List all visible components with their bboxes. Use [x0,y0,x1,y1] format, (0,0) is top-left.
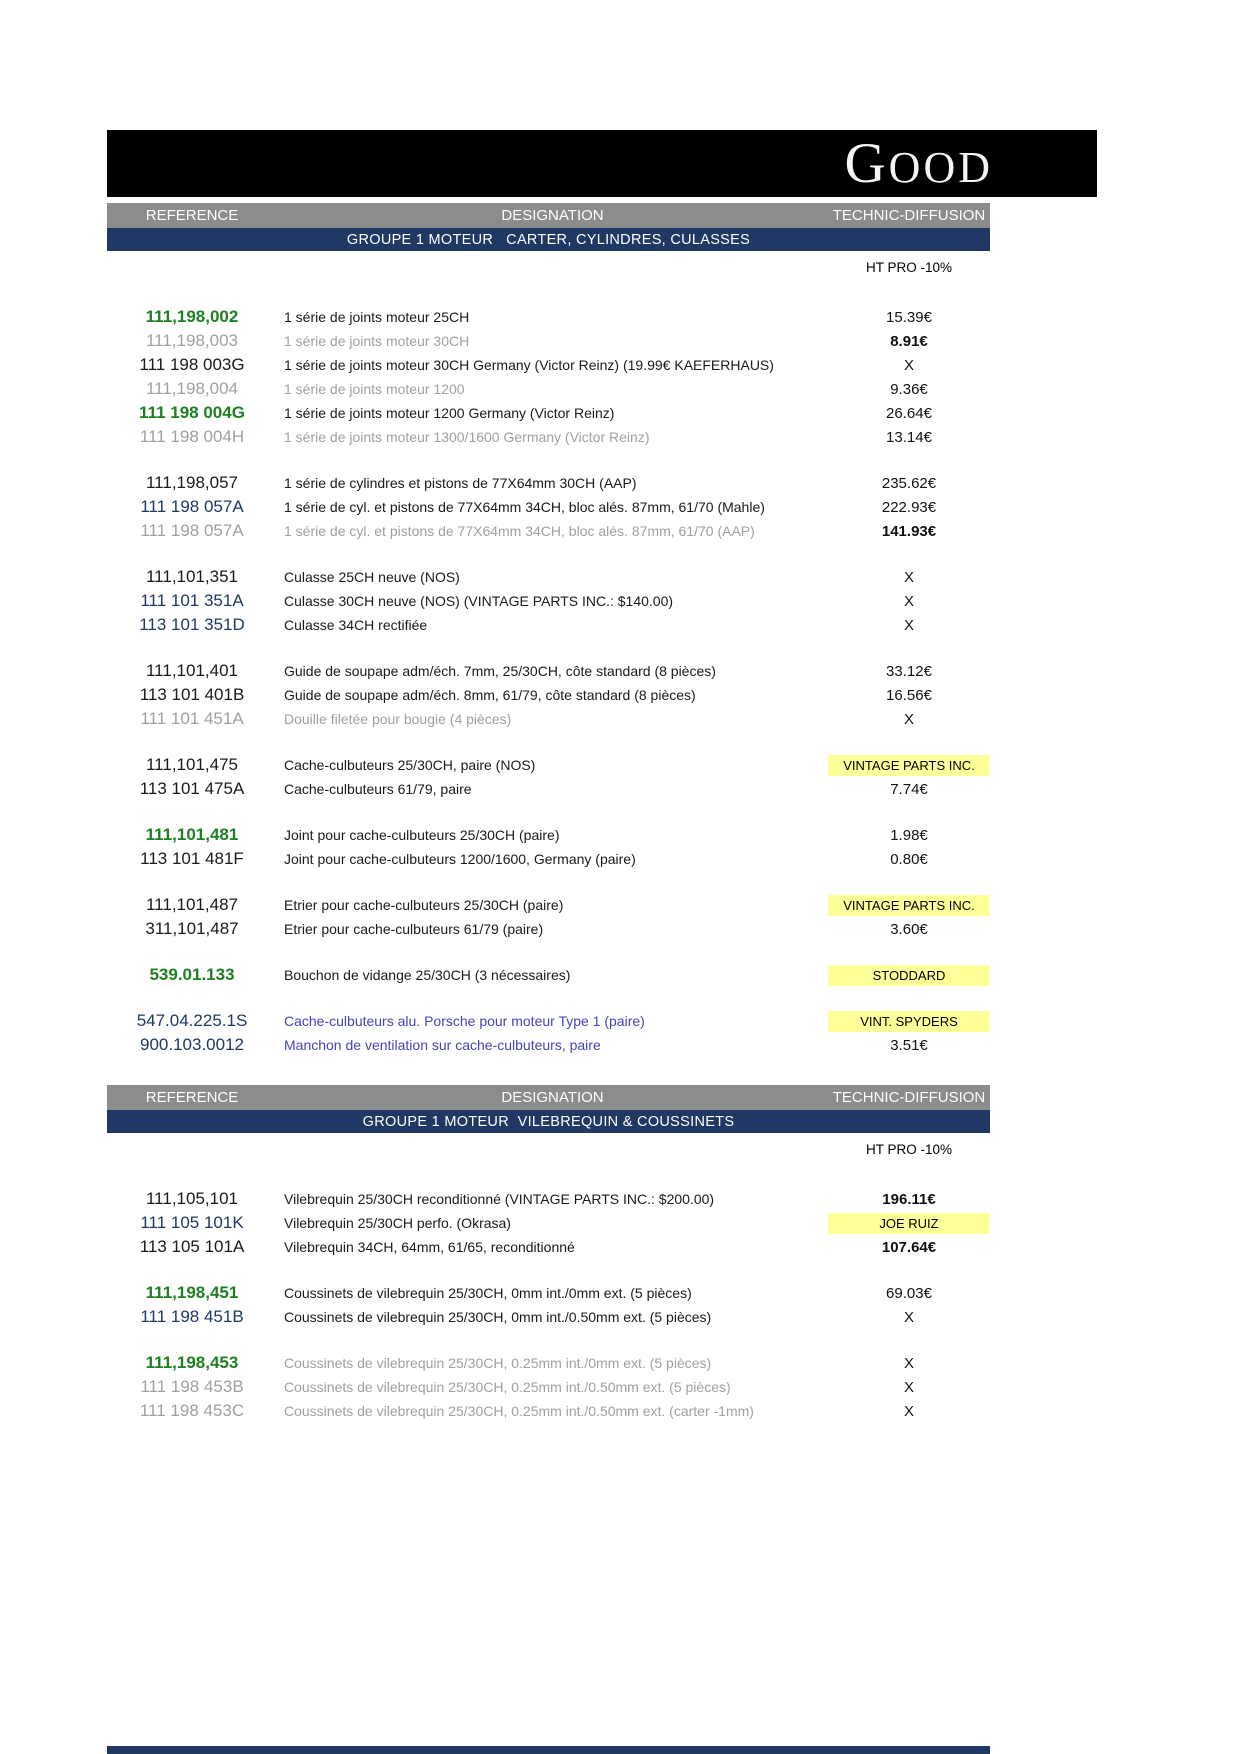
unavailable-marker: X [903,356,914,374]
unavailable-marker: X [903,592,914,610]
reference-cell: 539.01.133 [149,965,235,984]
price-text: 13.14€ [886,428,932,446]
price-cell [828,499,990,516]
column-header-supplier: TECHNIC-DIFFUSION [832,207,986,224]
unavailable-cell [828,1379,990,1396]
table-row [107,683,990,707]
row-group [107,963,990,987]
reference-cell: 111,198,451 [145,1283,239,1302]
supplier-badge: VINTAGE PARTS INC. [828,895,990,916]
price-cell [828,381,990,398]
reference-cell: 111 198 451B [140,1307,244,1326]
table-row [107,1375,990,1399]
reference-cell: 111,198,002 [145,307,239,326]
table-row [107,963,990,987]
pricing-note-row [107,1142,990,1157]
row-group [107,659,990,731]
designation-cell: 1 série de cylindres et pistons de 77X64mm 30CH (AAP) [284,475,637,491]
designation-cell: 1 série de joints moteur 30CH Germany (Victor Reinz) (19.99€ KAEFERHAUS) [284,357,774,373]
unavailable-marker: X [903,616,914,634]
table-row [107,519,990,543]
table-row [107,329,990,353]
column-header-designation: DESIGNATION [501,1089,604,1106]
designation-cell: Joint pour cache-culbuteurs 1200/1600, Germany (paire) [284,851,636,867]
reference-cell: 111,198,057 [145,473,238,492]
supplier-badge: STODDARD [828,965,990,986]
group-title-band: GROUPE 1 MOTEUR CARTER, CYLINDRES, CULASSES [107,228,990,251]
brand-rest: OOD [888,143,993,192]
table-row [107,353,990,377]
table-row [107,823,990,847]
table-row [107,589,990,613]
price-cell [828,1285,990,1302]
designation-cell: Coussinets de vilebrequin 25/30CH, 0.25mm int./0mm ext. (5 pièces) [284,1355,712,1371]
table-row [107,471,990,495]
table-row [107,495,990,519]
reference-cell: 900.103.0012 [140,1035,244,1054]
price-text: 107.64€ [881,1238,937,1256]
unavailable-cell [828,593,990,610]
designation-cell: 1 série de joints moteur 1200 Germany (Victor Reinz) [284,405,615,421]
price-text: 26.64€ [886,404,932,422]
row-group [107,753,990,801]
designation-cell: Cache-culbuteurs alu. Porsche pour moteur Type 1 (paire) [284,1013,645,1029]
designation-cell: Joint pour cache-culbuteurs 25/30CH (paire) [284,827,560,843]
price-text: 8.91€ [890,332,928,350]
designation-cell: Cache-culbuteurs 25/30CH, paire (NOS) [284,757,536,773]
supplier-badge: JOE RUIZ [828,1213,990,1234]
group-title-band: GROUPE 1 MOTEUR VILEBREQUIN & COUSSINETS [107,1110,990,1133]
table-row [107,777,990,801]
designation-cell: Manchon de ventilation sur cache-culbuteurs, paire [284,1037,601,1053]
designation-cell: Culasse 34CH rectifiée [284,617,428,633]
section-vilebrequin-coussinets [107,1085,990,1423]
table-row [107,613,990,637]
price-cell [828,663,990,680]
table-row [107,659,990,683]
price-cell [828,333,990,350]
designation-cell: Coussinets de vilebrequin 25/30CH, 0.25mm int./0.50mm ext. (5 pièces) [284,1379,731,1395]
reference-cell: 111,101,481 [145,825,239,844]
price-text: 16.56€ [886,686,932,704]
price-text: 15.39€ [886,308,932,326]
pricing-note: HT PRO -10% [865,260,953,275]
table-row [107,1033,990,1057]
designation-cell: Vilebrequin 25/30CH reconditionné (VINTAGE PARTS INC.: $200.00) [284,1191,715,1207]
reference-cell: 111 198 004G [139,403,245,422]
price-cell [828,1191,990,1208]
table-row [107,847,990,871]
catalog-page [107,130,993,1445]
unavailable-cell [828,357,990,374]
row-group [107,1351,990,1423]
row-group [107,1187,990,1259]
unavailable-marker: X [903,568,914,586]
designation-cell: 1 série de joints moteur 25CH [284,309,470,325]
price-cell [828,1239,990,1256]
brand-initial: G [844,132,889,195]
column-header-row [107,1085,990,1110]
designation-cell: Etrier pour cache-culbuteurs 25/30CH (paire) [284,897,564,913]
designation-cell: Douille filetée pour bougie (4 pièces) [284,711,512,727]
reference-cell: 111 105 101K [140,1213,244,1232]
price-cell [828,309,990,326]
table-row [107,1235,990,1259]
table-row [107,401,990,425]
designation-cell: 1 série de joints moteur 1200 [284,381,465,397]
supplier-cell [828,965,990,986]
table-row [107,1009,990,1033]
row-group [107,823,990,871]
price-cell [828,851,990,868]
reference-cell: 113 105 101A [139,1237,245,1256]
row-group [107,1009,990,1057]
table-row [107,565,990,589]
supplier-cell [828,755,990,776]
designation-cell: 1 série de cyl. et pistons de 77X64mm 34CH, bloc alés. 87mm, 61/70 (Mahle) [284,499,765,515]
price-cell [828,523,990,540]
price-cell [828,429,990,446]
unavailable-cell [828,1355,990,1372]
reference-cell: 113 101 401B [139,685,245,704]
price-cell [828,475,990,492]
price-cell [828,781,990,798]
designation-cell: 1 série de joints moteur 30CH [284,333,470,349]
supplier-badge: VINTAGE PARTS INC. [828,755,990,776]
table-row [107,753,990,777]
designation-cell: Bouchon de vidange 25/30CH (3 nécessaires) [284,967,571,983]
supplier-cell [828,895,990,916]
supplier-badge: VINT. SPYDERS [828,1011,990,1032]
column-header-reference: REFERENCE [145,207,239,224]
price-text: 196.11€ [882,1190,936,1208]
reference-cell: 111 198 453C [139,1401,245,1420]
unavailable-cell [828,1403,990,1420]
price-text: 141.93€ [881,522,937,540]
unavailable-cell [828,617,990,634]
unavailable-marker: X [903,1378,914,1396]
bottom-divider-bar [107,1746,990,1754]
unavailable-cell [828,711,990,728]
table-row [107,1211,990,1235]
price-text: 9.36€ [890,380,928,398]
designation-cell: Guide de soupape adm/éch. 7mm, 25/30CH, côte standard (8 pièces) [284,663,716,679]
reference-cell: 113 101 351D [139,615,245,634]
price-text: 1.98€ [890,826,928,844]
reference-cell: 111,198,453 [145,1353,239,1372]
supplier-cell [828,1213,990,1234]
table-row [107,1305,990,1329]
table-row [107,1351,990,1375]
price-cell [828,1037,990,1054]
table-row [107,377,990,401]
price-text: 33.12€ [886,662,932,680]
table-row [107,1281,990,1305]
reference-cell: 111,105,101 [145,1189,238,1208]
price-cell [828,687,990,704]
reference-cell: 111,198,004 [145,379,238,398]
price-text: 7.74€ [890,780,928,798]
designation-cell: Vilebrequin 34CH, 64mm, 61/65, reconditionné [284,1239,575,1255]
designation-cell: 1 série de cyl. et pistons de 77X64mm 34CH, bloc alés. 87mm, 61/70 (AAP) [284,523,755,539]
reference-cell: 111 198 004H [139,427,245,446]
price-text: 235.62€ [881,474,937,492]
reference-cell: 111,101,401 [145,661,238,680]
table-row [107,305,990,329]
table-row [107,1399,990,1423]
designation-cell: Culasse 30CH neuve (NOS) (VINTAGE PARTS INC.: $140.00) [284,593,674,609]
price-cell [828,827,990,844]
unavailable-marker: X [903,1308,914,1326]
designation-cell: 1 série de joints moteur 1300/1600 Germany (Victor Reinz) [284,429,650,445]
price-text: 0.80€ [890,850,928,868]
designation-cell: Guide de soupape adm/éch. 8mm, 61/79, côte standard (8 pièces) [284,687,696,703]
table-row [107,893,990,917]
price-text: 3.51€ [890,1036,928,1054]
designation-cell: Etrier pour cache-culbuteurs 61/79 (paire) [284,921,544,937]
brand-logo-text [844,132,994,195]
price-cell [828,921,990,938]
reference-cell: 113 101 475A [139,779,245,798]
unavailable-marker: X [903,1402,914,1420]
row-group [107,305,990,449]
price-text: 3.60€ [890,920,928,938]
designation-cell: Cache-culbuteurs 61/79, paire [284,781,472,797]
price-text: 69.03€ [886,1284,932,1302]
reference-cell: 111 101 451A [140,709,244,728]
table-row [107,917,990,941]
section-carter-cylindres-culasses [107,203,990,1057]
parts-table-section-1 [107,305,990,1057]
brand-banner [107,130,1097,197]
reference-cell: 111 198 057A [140,521,244,540]
reference-cell: 311,101,487 [145,919,239,938]
pricing-note-row [107,260,990,275]
row-group [107,1281,990,1329]
unavailable-marker: X [903,1354,914,1372]
reference-cell: 111,101,351 [145,567,238,586]
reference-cell: 111 198 453B [140,1377,244,1396]
column-header-reference: REFERENCE [145,1089,239,1106]
reference-cell: 547.04.225.1S [136,1011,248,1030]
designation-cell: Coussinets de vilebrequin 25/30CH, 0.25mm int./0.50mm ext. (carter -1mm) [284,1403,754,1419]
unavailable-cell [828,569,990,586]
reference-cell: 111,101,475 [145,755,238,774]
supplier-cell [828,1011,990,1032]
table-row [107,425,990,449]
reference-cell: 111 101 351A [140,591,244,610]
row-group [107,471,990,543]
price-text: 222.93€ [881,498,937,516]
reference-cell: 113 101 481F [140,849,244,868]
reference-cell: 111 198 057A [140,497,244,516]
table-row [107,707,990,731]
designation-cell: Culasse 25CH neuve (NOS) [284,569,460,585]
reference-cell: 111 198 003G [139,355,245,374]
column-header-row [107,203,990,228]
designation-cell: Vilebrequin 25/30CH perfo. (Okrasa) [284,1215,511,1231]
column-header-supplier: TECHNIC-DIFFUSION [832,1089,986,1106]
unavailable-marker: X [903,710,914,728]
parts-table-section-2 [107,1187,990,1423]
reference-cell: 111,198,003 [145,331,238,350]
designation-cell: Coussinets de vilebrequin 25/30CH, 0mm int./0.50mm ext. (5 pièces) [284,1309,712,1325]
unavailable-cell [828,1309,990,1326]
pricing-note: HT PRO -10% [865,1142,953,1157]
designation-cell: Coussinets de vilebrequin 25/30CH, 0mm int./0mm ext. (5 pièces) [284,1285,692,1301]
row-group [107,893,990,941]
table-row [107,1187,990,1211]
column-header-designation: DESIGNATION [501,207,604,224]
row-group [107,565,990,637]
price-cell [828,405,990,422]
reference-cell: 111,101,487 [145,895,238,914]
